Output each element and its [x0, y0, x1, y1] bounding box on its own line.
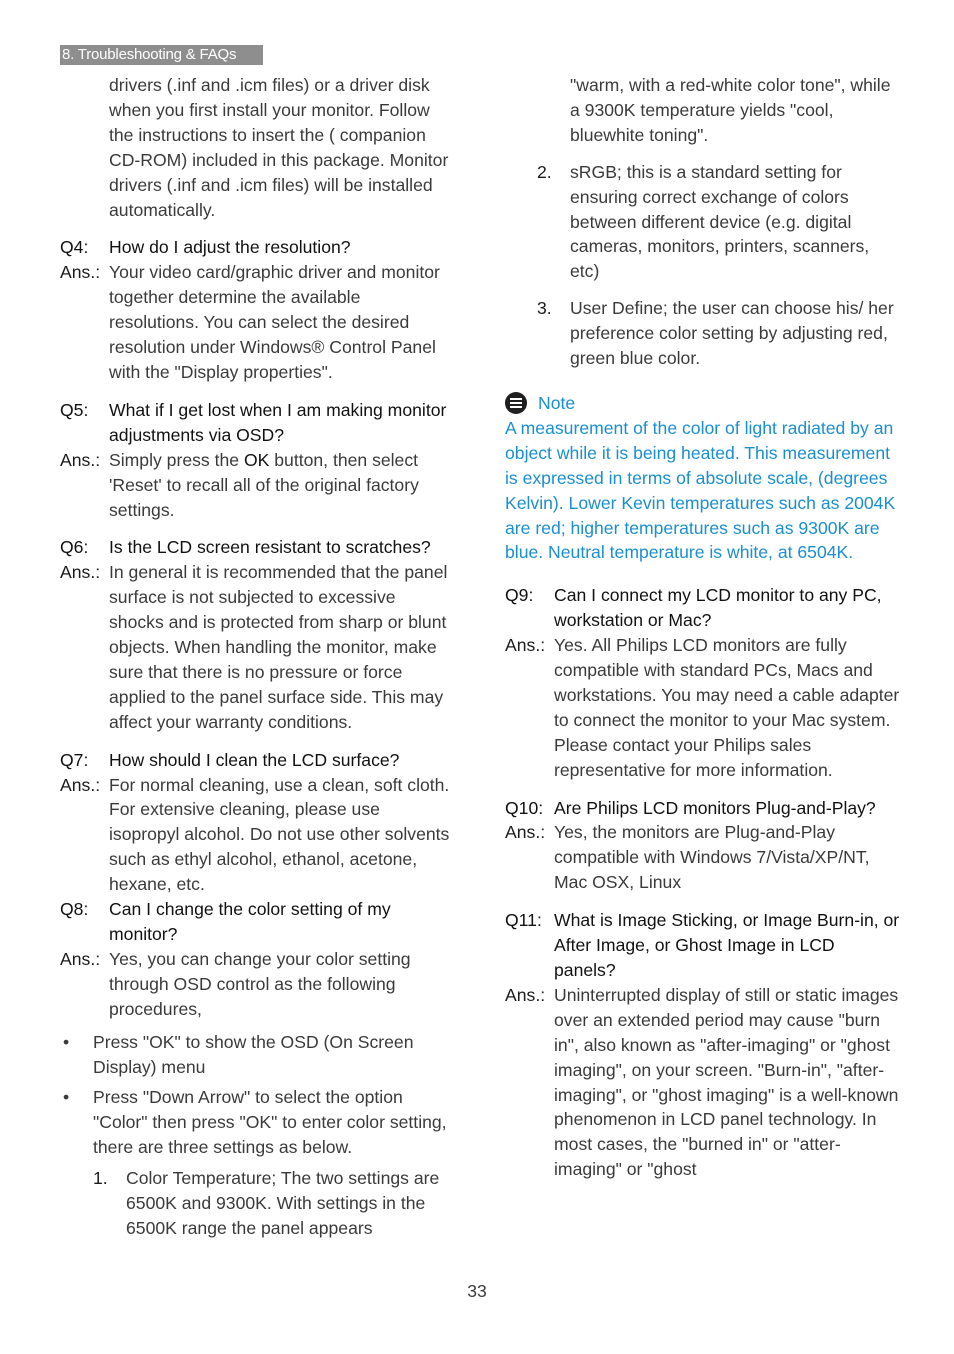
q5-answer-post: button, then select 'Reset' to recall all of the original factory settings.: [109, 449, 419, 520]
numbered-item-2: [505, 160, 900, 285]
q7-question: [60, 748, 455, 773]
q8-text: Can I change the color setting of my monitor?: [109, 899, 391, 944]
q5-answer-pre: Simply press the: [109, 449, 244, 470]
q6-answer: [60, 560, 455, 734]
bullet-item: [60, 1030, 455, 1080]
item-number: 3.: [537, 298, 552, 319]
q10-question: [505, 796, 900, 821]
page-number: 33: [467, 1281, 487, 1301]
item-text: User Define; the user can choose his/ her preference color setting by adjusting red, green blue color.: [570, 298, 894, 369]
q10-ans-label: Ans.:: [505, 822, 546, 843]
q4-ans-label: Ans.:: [60, 262, 101, 283]
bullet-text: Press "Down Arrow" to select the option "Color" then press "OK" to enter color setting, there are three settings as below.: [93, 1087, 447, 1158]
intro-paragraph: drivers (.inf and .icm files) or a driver disk when you first install your monitor. Follow the instructions to insert the ( companion CD-ROM) included in this package. Monitor drivers (.inf and .icm files) will be installed automatically.: [109, 75, 449, 220]
q10-answer: [505, 820, 900, 895]
q8-label: Q8:: [60, 899, 89, 920]
note-heading: [505, 391, 900, 416]
item-number: 2.: [537, 161, 552, 182]
q11-answer: [505, 983, 900, 1182]
q11-question: [505, 908, 900, 983]
numbered-item-1: [60, 1166, 455, 1241]
q9-ans-label: Ans.:: [505, 635, 546, 656]
item-text: sRGB; this is a standard setting for ensuring correct exchange of colors between different device (e.g. digital cameras, monitors, printers, scanners, etc): [570, 161, 870, 282]
q11-label: Q11:: [505, 910, 542, 931]
q5-text: What if I get lost when I am making monitor adjustments via OSD?: [109, 399, 447, 445]
q7-text: How should I clean the LCD surface?: [109, 749, 400, 770]
section-header-tab: 8. Troubleshooting & FAQs: [60, 45, 263, 65]
ok-button-reference: OK: [243, 449, 270, 470]
q8-answer: [60, 947, 455, 1022]
q6-text: Is the LCD screen resistant to scratches?: [109, 537, 431, 558]
q11-ans-label: Ans.:: [505, 984, 546, 1005]
q6-question: [60, 535, 455, 560]
q9-question: [505, 583, 900, 633]
q9-text: Can I connect my LCD monitor to any PC, workstation or Mac?: [554, 585, 882, 631]
bullet-mark: •: [63, 1031, 70, 1052]
q6-answer-text: In general it is recommended that the panel surface is not subjected to excessive shocks and is protected from sharp or blunt objects. When handling the monitor, make sure that there is no pressure or force applied to the panel surface side. This may affect your warranty conditions.: [109, 562, 448, 732]
q6-ans-label: Ans.:: [60, 562, 101, 583]
q6-label: Q6:: [60, 537, 89, 558]
q9-label: Q9:: [505, 585, 534, 606]
q11-text: What is Image Sticking, or Image Burn-in, or After Image, or Ghost Image in LCD panels?: [554, 910, 900, 980]
numbered-item-1-continued: "warm, with a red-white color tone", while a 9300K temperature yields "cool, bluewhite toning".: [570, 75, 891, 145]
item-number: 1.: [93, 1168, 108, 1189]
q8-ans-label: Ans.:: [60, 948, 101, 969]
right-column: [505, 73, 900, 1182]
q7-answer-text: For normal cleaning, use a clean, soft cloth. For extensive cleaning, please use isopropyl alcohol. Do not use other solvents such as ethyl alcohol, ethanol, acetone, hexane, etc.: [109, 774, 450, 895]
q4-answer-text: Your video card/graphic driver and monitor together determine the available resolutions. You can select the desired resolution under Windows® Control Panel with the "Display properties".: [109, 262, 440, 382]
q7-ans-label: Ans.:: [60, 774, 101, 795]
q7-label: Q7:: [60, 749, 89, 770]
q10-answer-text: Yes, the monitors are Plug-and-Play compatible with Windows 7/Vista/XP/NT, Mac OSX, Linux: [554, 822, 870, 893]
note-icon: [505, 392, 527, 414]
bullet-item: [60, 1085, 455, 1160]
q9-answer: [505, 633, 900, 782]
q4-answer: [60, 260, 455, 385]
q10-label: Q10:: [505, 797, 544, 818]
q8-answer-text: Yes, you can change your color setting through OSD control as the following procedures,: [109, 948, 411, 1019]
q11-answer-text: Uninterrupted display of still or static images over an extended period may cause "burn in", also known as "after-imaging" or "ghost imaging", on your screen. "Burn-in", "after-imaging", or "ghost imaging" is a well-known phenomenon in LCD panel technology. In most cases, the "burned in" or "atter-imaging" or "ghost: [554, 984, 899, 1180]
q7-answer: [60, 773, 455, 898]
q8-question: [60, 897, 455, 947]
q4-label: Q4:: [60, 237, 89, 258]
bullet-mark: •: [63, 1087, 70, 1108]
note-text: A measurement of the color of light radiated by an object while it is being heated. This measurement is expressed in terms of absolute scale, (degrees Kelvin). Lower Kevin temperatures such as 2004K are red; higher temperatures such as 9300K are blue. Neutral temperature is white, at 6504K.: [505, 417, 896, 563]
q4-text: How do I adjust the resolution?: [109, 237, 351, 258]
q5-ans-label: Ans.:: [60, 449, 101, 470]
q5-question: [60, 398, 455, 448]
q9-answer-text: Yes. All Philips LCD monitors are fully compatible with standard PCs, Macs and workstations. You may need a cable adapter to connect the monitor to your Mac system. Please contact your Philips sales representative for more information.: [554, 635, 900, 780]
q5-answer-text: [109, 448, 455, 523]
q5-answer: [60, 448, 455, 523]
q10-text: Are Philips LCD monitors Plug-and-Play?: [554, 797, 876, 818]
numbered-item-3: [505, 296, 900, 371]
q5-label: Q5:: [60, 399, 89, 420]
note-title: Note: [538, 392, 576, 413]
q4-question: [60, 235, 455, 260]
bullet-text: Press "OK" to show the OSD (On Screen Display) menu: [93, 1031, 414, 1077]
item-text: Color Temperature; The two settings are 6500K and 9300K. With settings in the 6500K range the panel appears: [126, 1168, 440, 1238]
left-column: [60, 73, 455, 1241]
